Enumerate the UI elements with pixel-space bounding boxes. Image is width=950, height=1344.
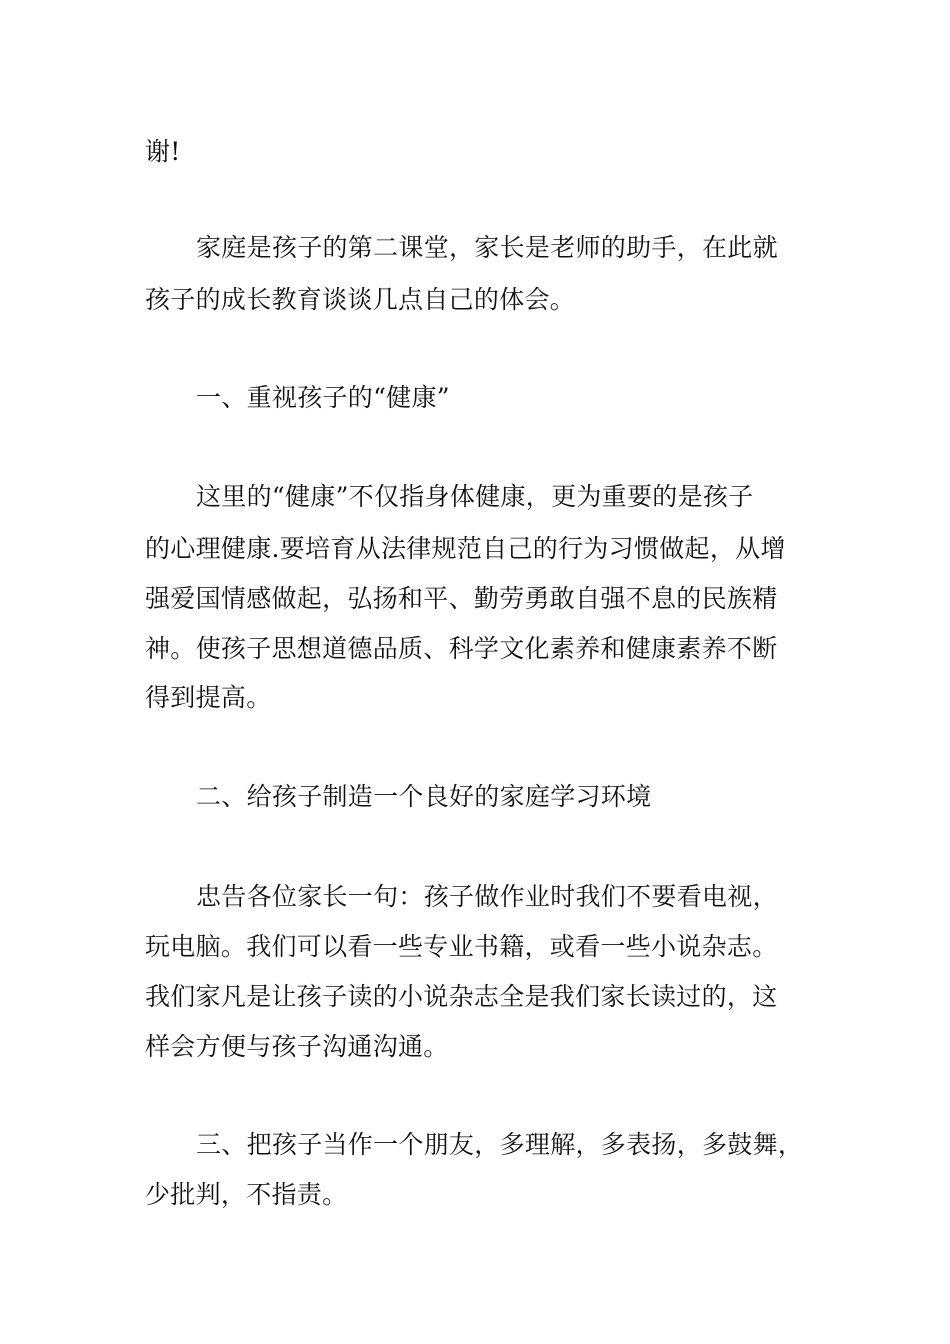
section-1-paragraph-line-3: 强爱国情感做起，弘扬和平、勤劳勇敢自强不息的民族精 xyxy=(145,584,778,613)
closing-fragment: 谢! xyxy=(145,137,181,166)
intro-paragraph-line-2: 孩子的成长教育谈谈几点自己的体会。 xyxy=(145,285,576,314)
section-1-paragraph-line-5: 得到提高。 xyxy=(145,683,272,712)
section-1-paragraph-line-2: 的心理健康.要培育从法律规范自己的行为习惯做起，从增 xyxy=(145,534,786,563)
section-heading-3-line-2: 少批判，不指责。 xyxy=(145,1180,348,1209)
section-heading-1: 一、重视孩子的“健康” xyxy=(196,383,450,412)
section-heading-2: 二、给孩子制造一个良好的家庭学习环境 xyxy=(196,782,652,811)
section-2-paragraph-line-2: 玩电脑。我们可以看一些专业书籍，或看一些小说杂志。 xyxy=(145,932,778,961)
section-1-paragraph-line-4: 神。使孩子思想道德品质、科学文化素养和健康素养不断 xyxy=(145,634,778,663)
section-2-paragraph-line-1: 忠告各位家长一句：孩子做作业时我们不要看电视， xyxy=(196,882,778,911)
section-heading-3-line-1: 三、把孩子当作一个朋友，多理解，多表扬，多鼓舞， xyxy=(196,1130,804,1159)
section-1-paragraph-line-1: 这里的“健康”不仅指身体健康，更为重要的是孩子 xyxy=(196,482,754,511)
section-2-paragraph-line-3: 我们家凡是让孩子读的小说杂志全是我们家长读过的，这 xyxy=(145,982,778,1011)
intro-paragraph-line-1: 家庭是孩子的第二课堂，家长是老师的助手，在此就 xyxy=(196,233,778,262)
section-2-paragraph-line-4: 样会方便与孩子沟通沟通。 xyxy=(145,1032,449,1061)
